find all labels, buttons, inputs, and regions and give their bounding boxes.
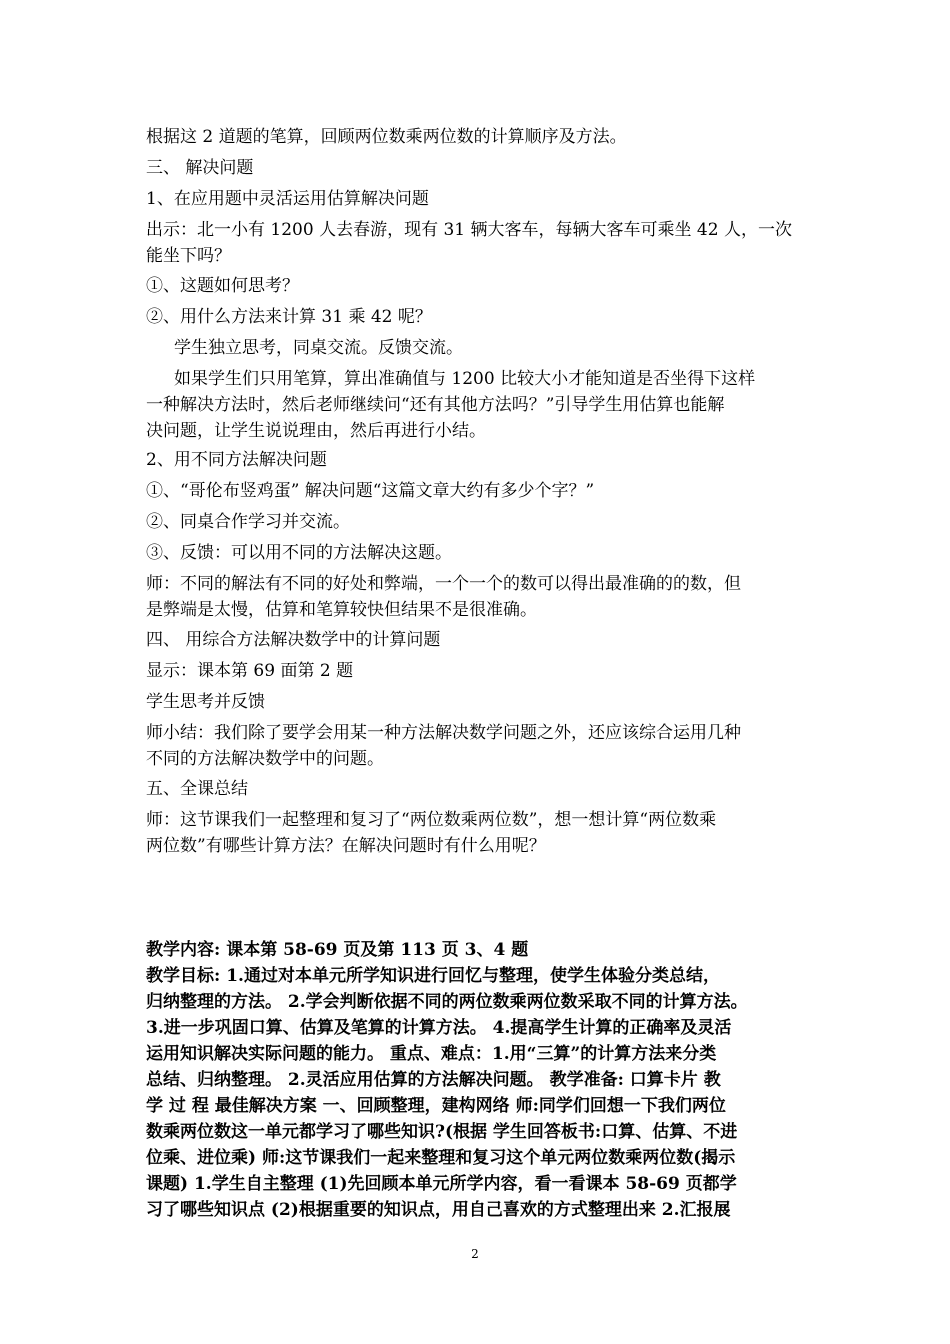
list-item: ①、“哥伦布竖鸡蛋” 解决问题“这篇文章大约有多少个字？” (146, 481, 595, 501)
paragraph-line: 师小结：我们除了要学会用某一种方法解决数学问题之外，还应该综合运用几种 (146, 723, 741, 743)
paragraph-line: 能坐下吗？ (146, 246, 231, 266)
dense-paragraph-line: 3.进一步巩固口算、估算及笔算的计算方法。 4.提高学生计算的正确率及灵活 (146, 1018, 732, 1038)
dense-paragraph-line: 数乘两位数这一单元都学习了哪些知识?(根据 学生回答板书:口算、估算、不进 (146, 1122, 738, 1142)
list-item: ②、用什么方法来计算 31 乘 42 呢？ (146, 307, 432, 327)
section-heading-five: 五、全课总结 (146, 779, 248, 799)
paragraph-line: 学生思考并反馈 (146, 692, 265, 712)
paragraph-line: 两位数”有哪些计算方法？在解决问题时有什么用呢？ (146, 836, 546, 856)
dense-paragraph-line: 课题) 1.学生自主整理 (1)先回顾本单元所学内容，看一看课本 58-69 页都学 (146, 1174, 737, 1194)
list-item: ①、这题如何思考？ (146, 276, 299, 296)
paragraph-line: 根据这 2 道题的笔算，回顾两位数乘两位数的计算顺序及方法。 (146, 127, 627, 147)
dense-paragraph-line: 总结、归纳整理。 2.灵活应用估算的方法解决问题。 教学准备: 口算卡片 教 (146, 1070, 721, 1090)
paragraph-line: 不同的方法解决数学中的问题。 (146, 749, 384, 769)
paragraph-line: 如果学生们只用笔算，算出准确值与 1200 比较大小才能知道是否坐得下这样 (174, 369, 756, 389)
subheading-line: 2、用不同方法解决问题 (146, 450, 327, 470)
subheading-line: 1、在应用题中灵活运用估算解决问题 (146, 189, 429, 209)
paragraph-line: 显示：课本第 69 面第 2 题 (146, 661, 354, 681)
dense-paragraph-line: 归纳整理的方法。 2.学会判断依据不同的两位数乘两位数采取不同的计算方法。 (146, 992, 748, 1012)
dense-paragraph-line: 习了哪些知识点 (2)根据重要的知识点，用自己喜欢的方式整理出来 2.汇报展 (146, 1200, 731, 1220)
page-number: 2 (471, 1247, 479, 1261)
dense-paragraph-line: 位乘、进位乘) 师:这节课我们一起来整理和复习这个单元两位数乘两位数(揭示 (146, 1148, 736, 1168)
paragraph-line: 是弊端是太慢，估算和笔算较快但结果不是很准确。 (146, 600, 537, 620)
list-item: ②、同桌合作学习并交流。 (146, 512, 350, 532)
section-heading-three: 三、 解决问题 (146, 158, 254, 178)
dense-paragraph-line: 教学目标: 1.通过对本单元所学知识进行回忆与整理，使学生体验分类总结， (146, 966, 720, 986)
paragraph-line: 一种解决方法时，然后老师继续问“还有其他方法吗？”引导学生用估算也能解 (146, 395, 725, 415)
paragraph-line: 出示：北一小有 1200 人去春游，现有 31 辆大客车，每辆大客车可乘坐 42 人，一次 (146, 220, 792, 240)
dense-paragraph-line: 运用知识解决实际问题的能力。 重点、难点：1.用“三算”的计算方法来分类 (146, 1044, 717, 1064)
paragraph-line: 学生独立思考，同桌交流。反馈交流。 (174, 338, 463, 358)
list-item: ③、反馈：可以用不同的方法解决这题。 (146, 543, 452, 563)
paragraph-line: 师：不同的解法有不同的好处和弊端，一个一个的数可以得出最准确的的数，但 (146, 574, 741, 594)
dense-paragraph-line: 学 过 程 最佳解决方案 一、回顾整理，建构网络 师:同学们回想一下我们两位 (146, 1096, 726, 1116)
section-heading-four: 四、 用综合方法解决数学中的计算问题 (146, 630, 441, 650)
paragraph-line: 师：这节课我们一起整理和复习了“两位数乘两位数”，想一想计算“两位数乘 (146, 810, 717, 830)
paragraph-line: 决问题，让学生说说理由，然后再进行小结。 (146, 421, 486, 441)
teaching-content-line: 教学内容: 课本第 58-69 页及第 113 页 3、4 题 (146, 940, 529, 960)
